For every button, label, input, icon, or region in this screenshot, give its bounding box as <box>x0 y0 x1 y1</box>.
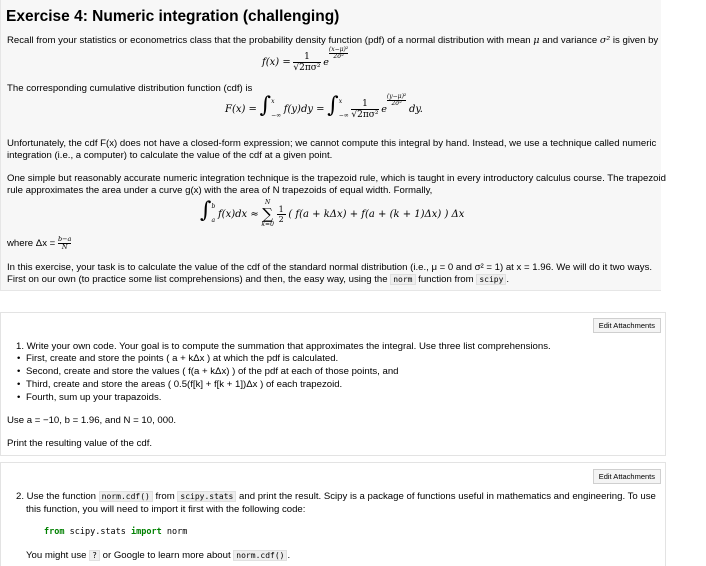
trapezoid-paragraph: One simple but reasonably accurate numeric integration technique is the trapezoid rule, which is taught in every introductory calculus course. The trapezoid rule approximates the area under a curve g(x) with the area of N trapezoids of equal width. Formally, <box>7 173 666 196</box>
list-item: • Second, create and store the values ( f(a + kΔx) ) of the pdf at each of those points, and <box>26 366 399 377</box>
cdf-equation: F(x) = ∫ x −∞ f(y)dy = ∫ x −∞ $\frac{1}{\text{√2πσ²}}$ e $\frac{\text{(y−μ)²}}{\text{2σ²}}$ dy. <box>225 92 423 120</box>
cdf-intro-text: The corresponding cumulative distribution function (cdf) is <box>7 83 253 94</box>
intro-paragraph: Recall from your statistics or econometrics class that the probability density function (pdf) of a normal distribution with mean μ and variance σ² is given by <box>7 35 659 46</box>
edit-attachments-button[interactable]: Edit Attachments <box>593 469 661 484</box>
pdf-equation: f(x) = $\frac{1}{\text{√2πσ²}}$ e $\frac{\text{(x−μ)²}}{\text{2σ²}}$ <box>262 46 349 73</box>
delta-x-definition: where Δx = $\frac{b-a}{N}$ <box>7 235 72 251</box>
inline-code-norm: norm <box>390 274 415 285</box>
tip-text: You might use ? or Google to learn more about norm.cdf() . <box>26 550 291 561</box>
closed-form-paragraph: Unfortunately, the cdf F(x) does not have a closed-form expression; we cannot compute this integral by hand. Instead, we use a technique called numeric integration (i.e., a computer) to calculate the value of the cdf at a given point. <box>7 138 657 161</box>
inline-code-scipy: scipy <box>476 274 506 285</box>
inline-code-norm-cdf: norm.cdf() <box>233 550 287 561</box>
list-item: • First, create and store the points ( a + kΔx ) at which the pdf is calculated. <box>26 353 338 364</box>
exercise-title: Exercise 4: Numeric integration (challenging) <box>6 8 340 25</box>
print-instruction: Print the resulting value of the cdf. <box>7 438 153 449</box>
import-code-block: from scipy.stats import norm <box>44 527 188 537</box>
inline-code-norm-cdf: norm.cdf() <box>99 491 153 502</box>
edit-attachments-button[interactable]: Edit Attachments <box>593 318 661 333</box>
inline-code-question: ? <box>89 550 100 561</box>
parameter-values: Use a = −10, b = 1.96, and N = 10, 000. <box>7 415 177 426</box>
task-paragraph: In this exercise, your task is to calculate the value of the cdf of the standard normal distribution (i.e., μ = 0 and σ² = 1) at x = 1.96. We will do it two ways. First on our own (to practice some list comprehensions) and then, the easy way, using the norm function from scipy . <box>7 262 653 285</box>
list-item: • Fourth, sum up your trapazoids. <box>26 392 161 403</box>
trapezoid-equation: ∫ b a f(x)dx ≈ N ∑ k=0 $\frac{1}{2}$ ( f(a + kΔx) + f(a + (k + 1)Δx) ) Δx <box>200 198 465 229</box>
list-item: • Third, create and store the areas ( 0.5(f[k] + f[k + 1])Δx ) of each trapezoid. <box>26 379 342 390</box>
task-2-text: 2. Use the function norm.cdf() from scipy.stats and print the result. Scipy is a package of functions useful in mathematics and engineering. To use this function, you will need to import it first with the following code: <box>16 491 656 515</box>
inline-code-scipy-stats: scipy.stats <box>177 491 236 502</box>
task-1-heading: 1. Write your own code. Your goal is to compute the summation that approximates the integral. Use three list comprehensions. <box>16 341 551 352</box>
